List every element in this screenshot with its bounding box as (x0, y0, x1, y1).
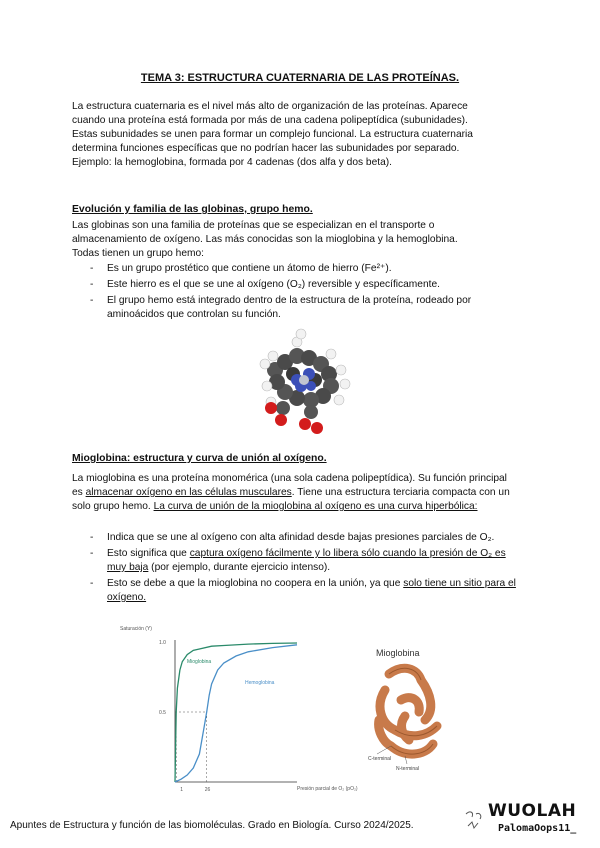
x-tick-label: 26 (204, 787, 211, 793)
globinas-paragraph (72, 219, 524, 261)
oxygen-binding-chart (115, 620, 360, 810)
list-item (72, 547, 524, 575)
mioglobina-paragraph (72, 472, 520, 514)
x-axis-label: Presión parcial de O₂ (pO₂) (297, 786, 358, 792)
list-item: - Este hierro es el que se une al oxígeno (O₂) reversible y específicamente. (72, 278, 524, 292)
hemo-bullet-list (72, 262, 524, 324)
globinas-line: Todas tienen un grupo hemo: (72, 248, 204, 259)
underlined-text: captura oxígeno fácilmente y lo libera sólo cuando la presión de O₂ es muy baja (107, 548, 506, 573)
bullet-text: (por ejemplo, durante ejercicio intenso). (148, 562, 331, 573)
x-tick-label: 1 (180, 787, 184, 793)
underlined-text: solo tiene un sitio para el oxígeno. (107, 578, 516, 603)
y-tick-label: 1.0 (159, 640, 166, 646)
wuolah-sticker-icon (462, 808, 486, 836)
intro-line: determina funciones específicas que no podrían hacer las subunidades por separado. (72, 143, 460, 154)
mioglobina-text: . Tiene una estructura terciaria compacta con un solo grupo hemo. (72, 487, 510, 512)
underlined-text: La curva de unión de la mioglobina al oxígeno es una curva hiperbólica: (153, 501, 478, 512)
hemoglobina-curve-label: Hemoglobina (245, 680, 275, 686)
heme-group-illustration (245, 328, 360, 436)
intro-line: La estructura cuaternaria es el nivel más alto de organización de las proteínas. Aparece (72, 101, 468, 112)
wuolah-logo: WUOLAH (488, 801, 577, 821)
heme-iron-atom (299, 375, 309, 385)
intro-line: Ejemplo: la hemoglobina, formada por 4 cadenas (dos alfa y dos beta). (72, 157, 392, 168)
list-item (72, 577, 524, 605)
intro-paragraph (72, 100, 524, 170)
underlined-text: almacenar oxígeno en las células musculares (85, 487, 292, 498)
mioglobina-curve-label: Mioglobina (187, 659, 212, 665)
y-tick-label: 0.5 (159, 710, 166, 716)
c-terminal-label: C-terminal (368, 756, 392, 762)
mioglobina-bullet-list (72, 531, 524, 607)
hemoglobina-curve (175, 645, 297, 782)
globinas-line: Las globinas son una familia de proteínas que se especializan en el transporte o (72, 220, 435, 231)
bullet-text: Esto significa que (107, 548, 190, 559)
section-heading-mioglobina: Mioglobina: estructura y curva de unión al oxígeno. (72, 453, 327, 464)
protein-helices (379, 668, 437, 754)
n-terminal-label: N-terminal (396, 766, 420, 772)
section-heading-globinas: Evolución y familia de las globinas, grupo hemo. (72, 204, 313, 215)
list-item: - El grupo hemo está integrado dentro de la estructura de la proteína, rodeado por aminoácidos que controlan su función. (72, 294, 524, 322)
list-item: - Es un grupo prostético que contiene un átomo de hierro (Fe²⁺). (72, 262, 524, 276)
mioglobina-text: La mioglobina es una proteína monomérica (una sola cadena polipeptídica). Su función principal es (72, 473, 507, 498)
globinas-line: almacenamiento de oxígeno. Las más conocidas son la mioglobina y la hemoglobina. (72, 234, 458, 245)
username-label: PalomaOops11_ (498, 823, 577, 834)
footer-text: Apuntes de Estructura y función de las biomoléculas. Grado en Biología. Curso 2024/2025. (10, 820, 414, 831)
list-item (72, 531, 524, 545)
bullet-text: Esto se debe a que la mioglobina no coopera en la unión, ya que (107, 578, 404, 589)
intro-line: cuando una proteína está formada por más de una cadena polipeptídica (subunidades). (72, 115, 468, 126)
intro-line: Estas subunidades se unen para formar un complejo funcional. La estructura cuaternaria (72, 129, 473, 140)
y-axis-label: Saturación (Y) (120, 626, 152, 632)
bullet-text: Indica que se une al oxígeno con alta afinidad desde bajas presiones parciales de O₂. (107, 532, 495, 543)
mioglobina-figure-title: Mioglobina (376, 648, 420, 658)
page-title: TEMA 3: ESTRUCTURA CUATERNARIA DE LAS PROTEÍNAS. (140, 72, 460, 84)
